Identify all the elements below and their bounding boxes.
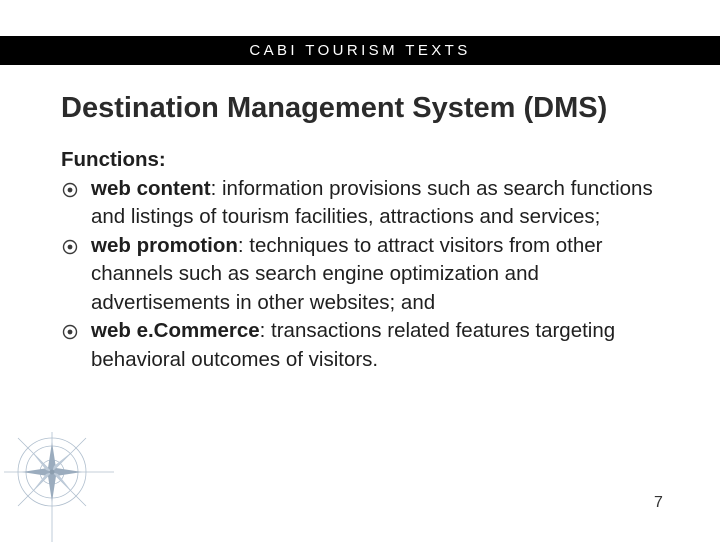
bullet-term: web promotion xyxy=(91,233,238,257)
list-item xyxy=(61,317,671,374)
circled-dot-icon xyxy=(62,182,78,198)
bullet-term: web e.Commerce xyxy=(91,319,260,342)
bullet-text: : transactions related features targeting behavioral outcomes of visitors. xyxy=(91,319,616,371)
list-item xyxy=(61,175,671,232)
bullet-list xyxy=(61,175,671,375)
compass-rose-icon xyxy=(4,432,114,542)
circled-dot-icon xyxy=(62,324,78,340)
header-title: CABI TOURISM TEXTS xyxy=(249,42,471,59)
bullet-text: : information provisions such as search functions and listings of tourism facilities, attractions and services; xyxy=(91,176,653,228)
bullet-term: web content xyxy=(91,176,211,200)
bullet-text: : techniques to attract visitors from other channels such as search engine optimization and advertisements in other websites; and xyxy=(91,233,603,314)
slide-title: Destination Management System (DMS) xyxy=(61,92,608,124)
circled-dot-icon xyxy=(62,239,78,255)
page-number: 7 xyxy=(654,494,663,511)
slide-content xyxy=(61,146,671,374)
header-bar xyxy=(0,36,720,65)
section-label: Functions: xyxy=(61,148,166,171)
list-item xyxy=(61,232,671,318)
